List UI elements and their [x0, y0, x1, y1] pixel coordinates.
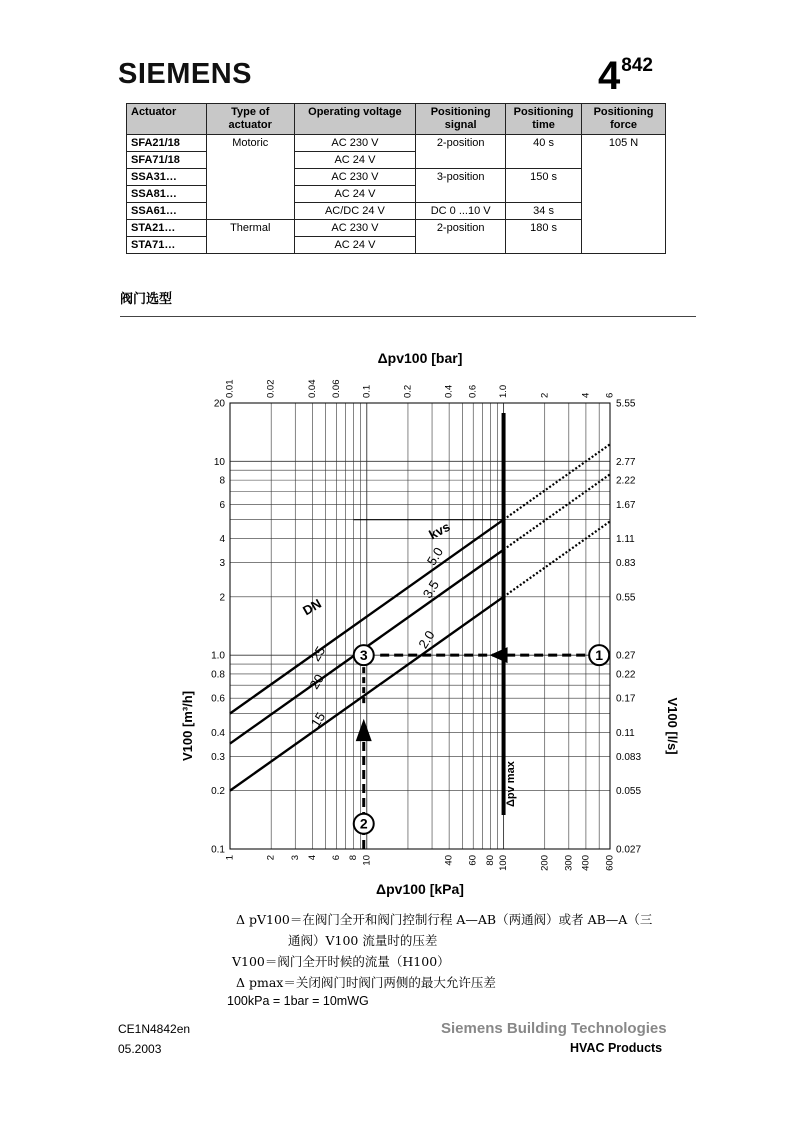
voltage-cell: AC 24 V [294, 237, 416, 254]
signal-cell: 2-position [416, 135, 506, 169]
y-tick-label-left: 1.0 [211, 650, 225, 662]
y-tick-label-right: 0.055 [616, 786, 642, 798]
x-tick-label-bar: 6 [604, 392, 616, 398]
col-header-time: Positioning time [506, 104, 582, 135]
signal-cell: 3-position [416, 169, 506, 203]
time-cell: 150 s [506, 169, 582, 203]
x-tick-label-bar: 0.2 [402, 384, 414, 398]
x-tick-label-kpa: 80 [484, 855, 496, 866]
x-axis-title: Δpv100 [kPa] [376, 881, 464, 897]
dn-value-label: 20 [306, 671, 327, 692]
col-header-voltage: Operating voltage [294, 104, 416, 135]
actuator-cell: SSA31… [127, 169, 207, 186]
legend-dpmax-definition: Δ pmax＝关闭阀门时阀门两侧的最大允许压差 [236, 975, 496, 990]
y-tick-label-left: 0.3 [211, 752, 225, 764]
x-tick-label-bar: 0.02 [265, 379, 277, 398]
legend-dp-definition-cont: 通阀）V100 流量时的压差 [288, 933, 438, 948]
x-tick-label-kpa: 200 [539, 855, 551, 871]
y-tick-label-left: 0.4 [211, 727, 225, 739]
time-cell: 40 s [506, 135, 582, 169]
y-tick-label-left: 0.1 [211, 844, 225, 856]
col-header-force: Positioning force [582, 104, 666, 135]
footer-date: 05.2003 [118, 1042, 162, 1056]
document-number [598, 54, 653, 99]
y-tick-label-left: 20 [213, 398, 225, 410]
voltage-cell: AC 24 V [294, 152, 416, 169]
col-header-signal: Positioning signal [416, 104, 506, 135]
x-tick-label-bar: 4 [580, 392, 592, 398]
col-header-type: Type of actuator [206, 104, 294, 135]
y-tick-label-right: 0.27 [616, 650, 636, 662]
plot-frame [230, 403, 610, 849]
y-tick-label-right: 0.083 [616, 752, 642, 764]
y-tick-label-left: 6 [219, 499, 225, 511]
voltage-cell: AC 230 V [294, 135, 416, 152]
dp-max-label: Δpv max [504, 761, 517, 807]
example-marker-label: 3 [359, 647, 368, 664]
actuator-cell: SSA81… [127, 186, 207, 203]
y-axis-title-left: V100 [m³/h] [180, 690, 195, 762]
x-tick-label-bar: 0.6 [467, 384, 479, 398]
valve-sizing-chart [170, 345, 680, 900]
time-cell: 180 s [506, 220, 582, 254]
y-tick-label-right: 0.55 [616, 592, 636, 604]
x-tick-label-bar: 0.4 [443, 384, 455, 398]
voltage-cell: AC 230 V [294, 169, 416, 186]
x-tick-label-kpa: 10 [361, 855, 373, 866]
footer-division: HVAC Products [570, 1041, 663, 1055]
voltage-cell: AC 24 V [294, 186, 416, 203]
voltage-cell: AC/DC 24 V [294, 203, 416, 220]
table-row [127, 135, 666, 152]
actuator-cell: SFA21/18 [127, 135, 207, 152]
y-tick-label-right: 0.17 [616, 693, 636, 705]
document-number-sup: 842 [621, 55, 653, 76]
x-tick-label-bar: 2 [539, 392, 551, 398]
footer-doc-code: CE1N4842en [118, 1022, 191, 1036]
y-tick-label-left: 0.8 [211, 669, 225, 681]
section-title: 阀门选型 [120, 291, 173, 306]
actuator-cell: STA71… [127, 237, 207, 254]
example-arrowhead-up [356, 719, 372, 741]
x-tick-label-bar: 0.01 [224, 379, 236, 398]
kvs-value-label: 5.0 [423, 544, 447, 568]
y-tick-label-right: 1.67 [616, 499, 636, 511]
dn-label: DN [300, 595, 324, 619]
table-header-row [127, 104, 666, 135]
y-tick-label-left: 8 [219, 475, 225, 487]
x-tick-label-kpa: 4 [306, 855, 318, 861]
y-tick-label-right: 0.027 [616, 844, 642, 856]
top-axis-title: Δpv100 [bar] [377, 350, 463, 366]
kvs-line-dotted [504, 444, 610, 519]
x-tick-label-kpa: 400 [580, 855, 592, 871]
example-arrowhead-left [490, 647, 508, 663]
document-number-main: 4 [598, 54, 621, 98]
kvs-value-label: 2.0 [415, 627, 438, 652]
x-tick-label-kpa: 300 [563, 855, 575, 871]
x-tick-label-bar: 0.04 [306, 379, 318, 398]
x-tick-label-bar: 1.0 [498, 384, 510, 398]
legend-unit-conversion: 100kPa = 1bar = 10mWG [227, 994, 369, 1008]
kvs-label: kvs [426, 518, 453, 543]
y-tick-label-left: 4 [219, 533, 225, 545]
dn-value-label: 25 [307, 643, 329, 664]
y-tick-label-left: 0.2 [211, 786, 225, 798]
x-tick-label-bar: 0.06 [330, 379, 342, 398]
y-tick-label-left: 2 [219, 592, 225, 604]
type-cell: Motoric [206, 135, 294, 220]
y-tick-label-right: 1.11 [616, 533, 635, 545]
y-tick-label-left: 0.6 [211, 693, 225, 705]
y-tick-label-right: 0.22 [616, 669, 636, 681]
kvs-value-label: 3.5 [419, 577, 443, 601]
x-tick-label-kpa: 6 [330, 855, 342, 861]
actuator-cell: SFA71/18 [127, 152, 207, 169]
actuator-cell: SSA61… [127, 203, 207, 220]
col-header-actuator: Actuator [127, 104, 207, 135]
x-tick-label-bar: 0.1 [361, 384, 373, 398]
x-tick-label-kpa: 40 [443, 855, 455, 866]
y-axis-title-right: V100 [l/s] [665, 697, 680, 755]
x-tick-label-kpa: 1 [224, 855, 236, 861]
y-tick-label-left: 10 [213, 456, 225, 468]
force-cell: 105 N [582, 135, 666, 254]
x-tick-label-kpa: 2 [265, 855, 277, 861]
example-marker-label: 1 [595, 647, 604, 664]
footer-company: Siemens Building Technologies [441, 1020, 667, 1037]
voltage-cell: AC 230 V [294, 220, 416, 237]
y-tick-label-right: 0.11 [616, 727, 635, 739]
x-tick-label-kpa: 8 [348, 855, 360, 861]
signal-cell: DC 0 ...10 V [416, 203, 506, 220]
siemens-logo: SIEMENS [118, 58, 253, 90]
legend-dp-definition: Δ pV100＝在阀门全开和阀门控制行程 A—AB（两通阀）或者 AB—A（三 [236, 912, 653, 927]
x-tick-label-kpa: 600 [604, 855, 616, 871]
signal-cell: 2-position [416, 220, 506, 254]
kvs-line-dotted [504, 521, 610, 596]
section-divider [120, 316, 696, 317]
y-tick-label-right: 2.22 [616, 475, 636, 487]
legend-v100-definition: V100＝阀门全开时候的流量（H100） [232, 954, 450, 969]
example-marker-label: 2 [359, 815, 368, 832]
x-tick-label-kpa: 100 [498, 855, 510, 871]
y-tick-label-left: 3 [219, 558, 225, 570]
type-cell: Thermal [206, 220, 294, 254]
y-tick-label-right: 5.55 [616, 398, 636, 410]
time-cell: 34 s [506, 203, 582, 220]
y-tick-label-right: 0.83 [616, 558, 636, 570]
x-tick-label-kpa: 60 [467, 855, 479, 866]
y-tick-label-right: 2.77 [616, 456, 636, 468]
actuator-table [126, 103, 666, 254]
x-tick-label-kpa: 3 [289, 855, 301, 861]
actuator-cell: STA21… [127, 220, 207, 237]
dn-value-label: 15 [307, 709, 329, 730]
